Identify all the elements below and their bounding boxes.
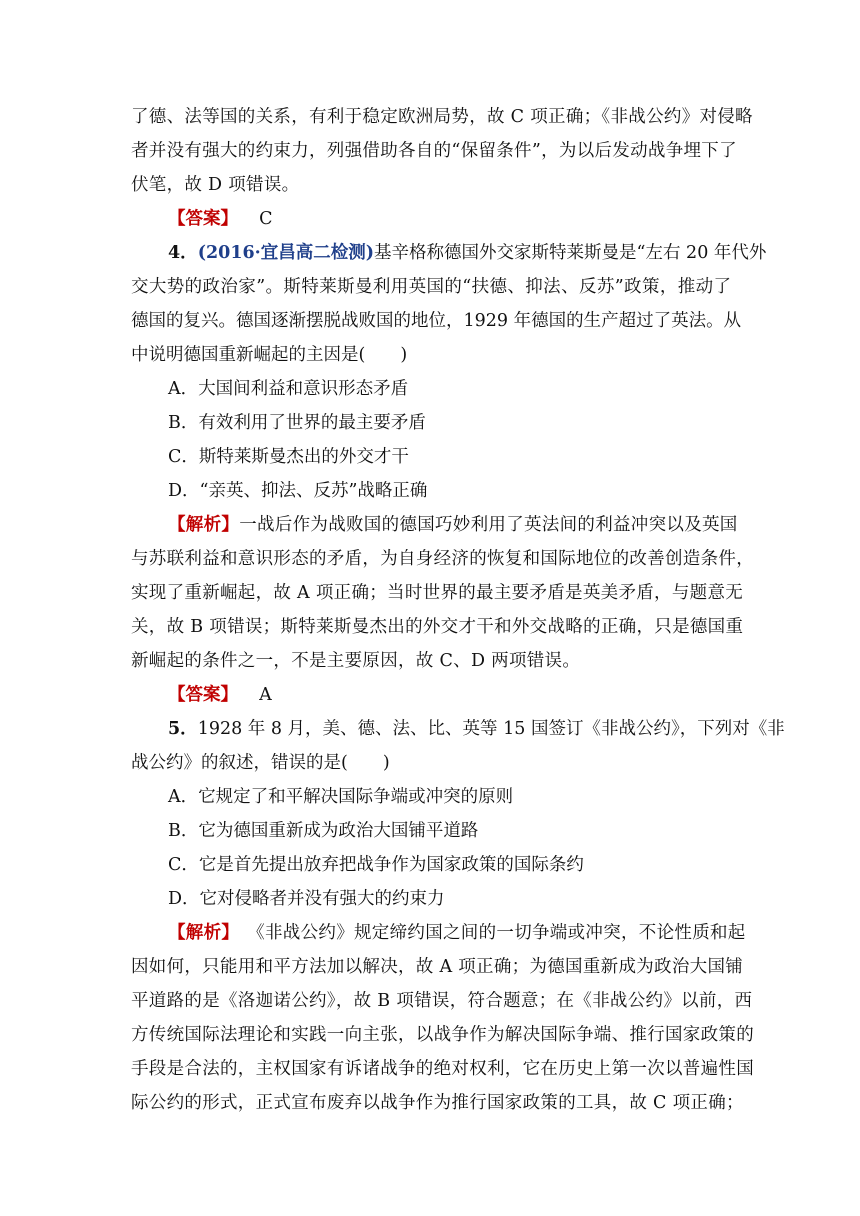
analysis-line: 因如何，只能用和平方法加以解决，故 A 项正确；为德国重新成为政治大国铺	[131, 957, 744, 977]
question-stem-text: 基辛格称德国外交家斯特莱斯曼是“左右 20 年代外	[374, 243, 767, 263]
analysis-line: 关，故 B 项错误；斯特莱斯曼杰出的外交才干和外交战略的正确，只是德国重	[131, 617, 744, 637]
analysis-line: 与苏联利益和意识形态的矛盾，为自身经济的恢复和国际地位的改善创造条件，	[131, 549, 754, 569]
explanation-line: 者并没有强大的约束力，列强借助各自的“保留条件”，为以后发动战争埋下了	[131, 141, 737, 161]
option-c: C．它是首先提出放弃把战争作为国家政策的国际条约	[168, 855, 584, 875]
option-b: B．有效利用了世界的最主要矛盾	[168, 413, 426, 433]
analysis-text: 一战后作为战败国的德国巧妙利用了英法间的利益冲突以及英国	[239, 515, 738, 535]
analysis-line: 方传统国际法理论和实践一向主张，以战争作为解决国际争端、推行国家政策的	[131, 1025, 754, 1045]
answer-value: A	[259, 685, 272, 705]
option-d: D．它对侵略者并没有强大的约束力	[168, 889, 445, 909]
analysis-line: 际公约的形式，正式宣布废弃以战争作为推行国家政策的工具，故 C 项正确；	[131, 1093, 744, 1113]
analysis-first-line	[168, 514, 738, 536]
option-b: B．它为德国重新成为政治大国铺平道路	[168, 821, 479, 841]
analysis-line: 新崛起的条件之一，不是主要原因，故 C、D 两项错误。	[131, 651, 581, 671]
question-stem-line: 中说明德国重新崛起的主因是( )	[131, 345, 408, 365]
answer-label: 【答案】	[168, 209, 238, 229]
option-a: A．它规定了和平解决国际争端或冲突的原则	[168, 787, 514, 807]
option-c: C．斯特莱斯曼杰出的外交才干	[168, 447, 409, 467]
analysis-line: 平道路的是《洛迦诺公约》，故 B 项错误，符合题意；在《非战公约》以前，西	[131, 991, 753, 1011]
analysis-label: 【解析】	[168, 515, 240, 535]
question-stem-text: 1928 年 8 月，美、德、法、比、英等 15 国签订《非战公约》，下列对《非	[197, 719, 785, 739]
question-stem-line: 战公约》的叙述，错误的是( )	[131, 753, 390, 773]
question-4-stem	[168, 242, 767, 264]
explanation-line: 伏笔，故 D 项错误。	[131, 175, 300, 195]
question-5-stem	[168, 718, 785, 740]
question-stem-line: 德国的复兴。德国逐渐摆脱战败国的地位，1929 年德国的生产超过了英法。从	[131, 311, 742, 331]
explanation-line: 了德、法等国的关系，有利于稳定欧洲局势，故 C 项正确；《非战公约》对侵略	[131, 107, 753, 127]
answer-row	[168, 208, 731, 230]
analysis-label: 【解析】	[168, 923, 240, 943]
question-number: 5．	[168, 719, 198, 739]
option-a: A．大国间利益和意识形态矛盾	[168, 379, 409, 399]
analysis-line: 实现了重新崛起，故 A 项正确；当时世界的最主要矛盾是英美矛盾，与题意无	[131, 583, 744, 603]
answer-value: C	[259, 209, 273, 229]
answer-label: 【答案】	[168, 685, 238, 705]
answer-row	[168, 684, 731, 706]
option-d: D．“亲英、抑法、反苏”战略正确	[168, 481, 428, 501]
question-number: 4．	[168, 243, 198, 263]
question-source: (2016·宜昌高二检测)	[197, 243, 375, 263]
analysis-text: 《非战公约》规定缔约国之间的一切争端或冲突，不论性质和起	[247, 923, 746, 943]
analysis-line: 手段是合法的，主权国家有诉诸战争的绝对权利，它在历史上第一次以普遍性国	[131, 1059, 754, 1079]
analysis-first-line	[168, 922, 746, 944]
question-stem-line: 交大势的政治家”。斯特莱斯曼利用英国的“扶德、抑法、反苏”政策，推动了	[131, 277, 731, 297]
